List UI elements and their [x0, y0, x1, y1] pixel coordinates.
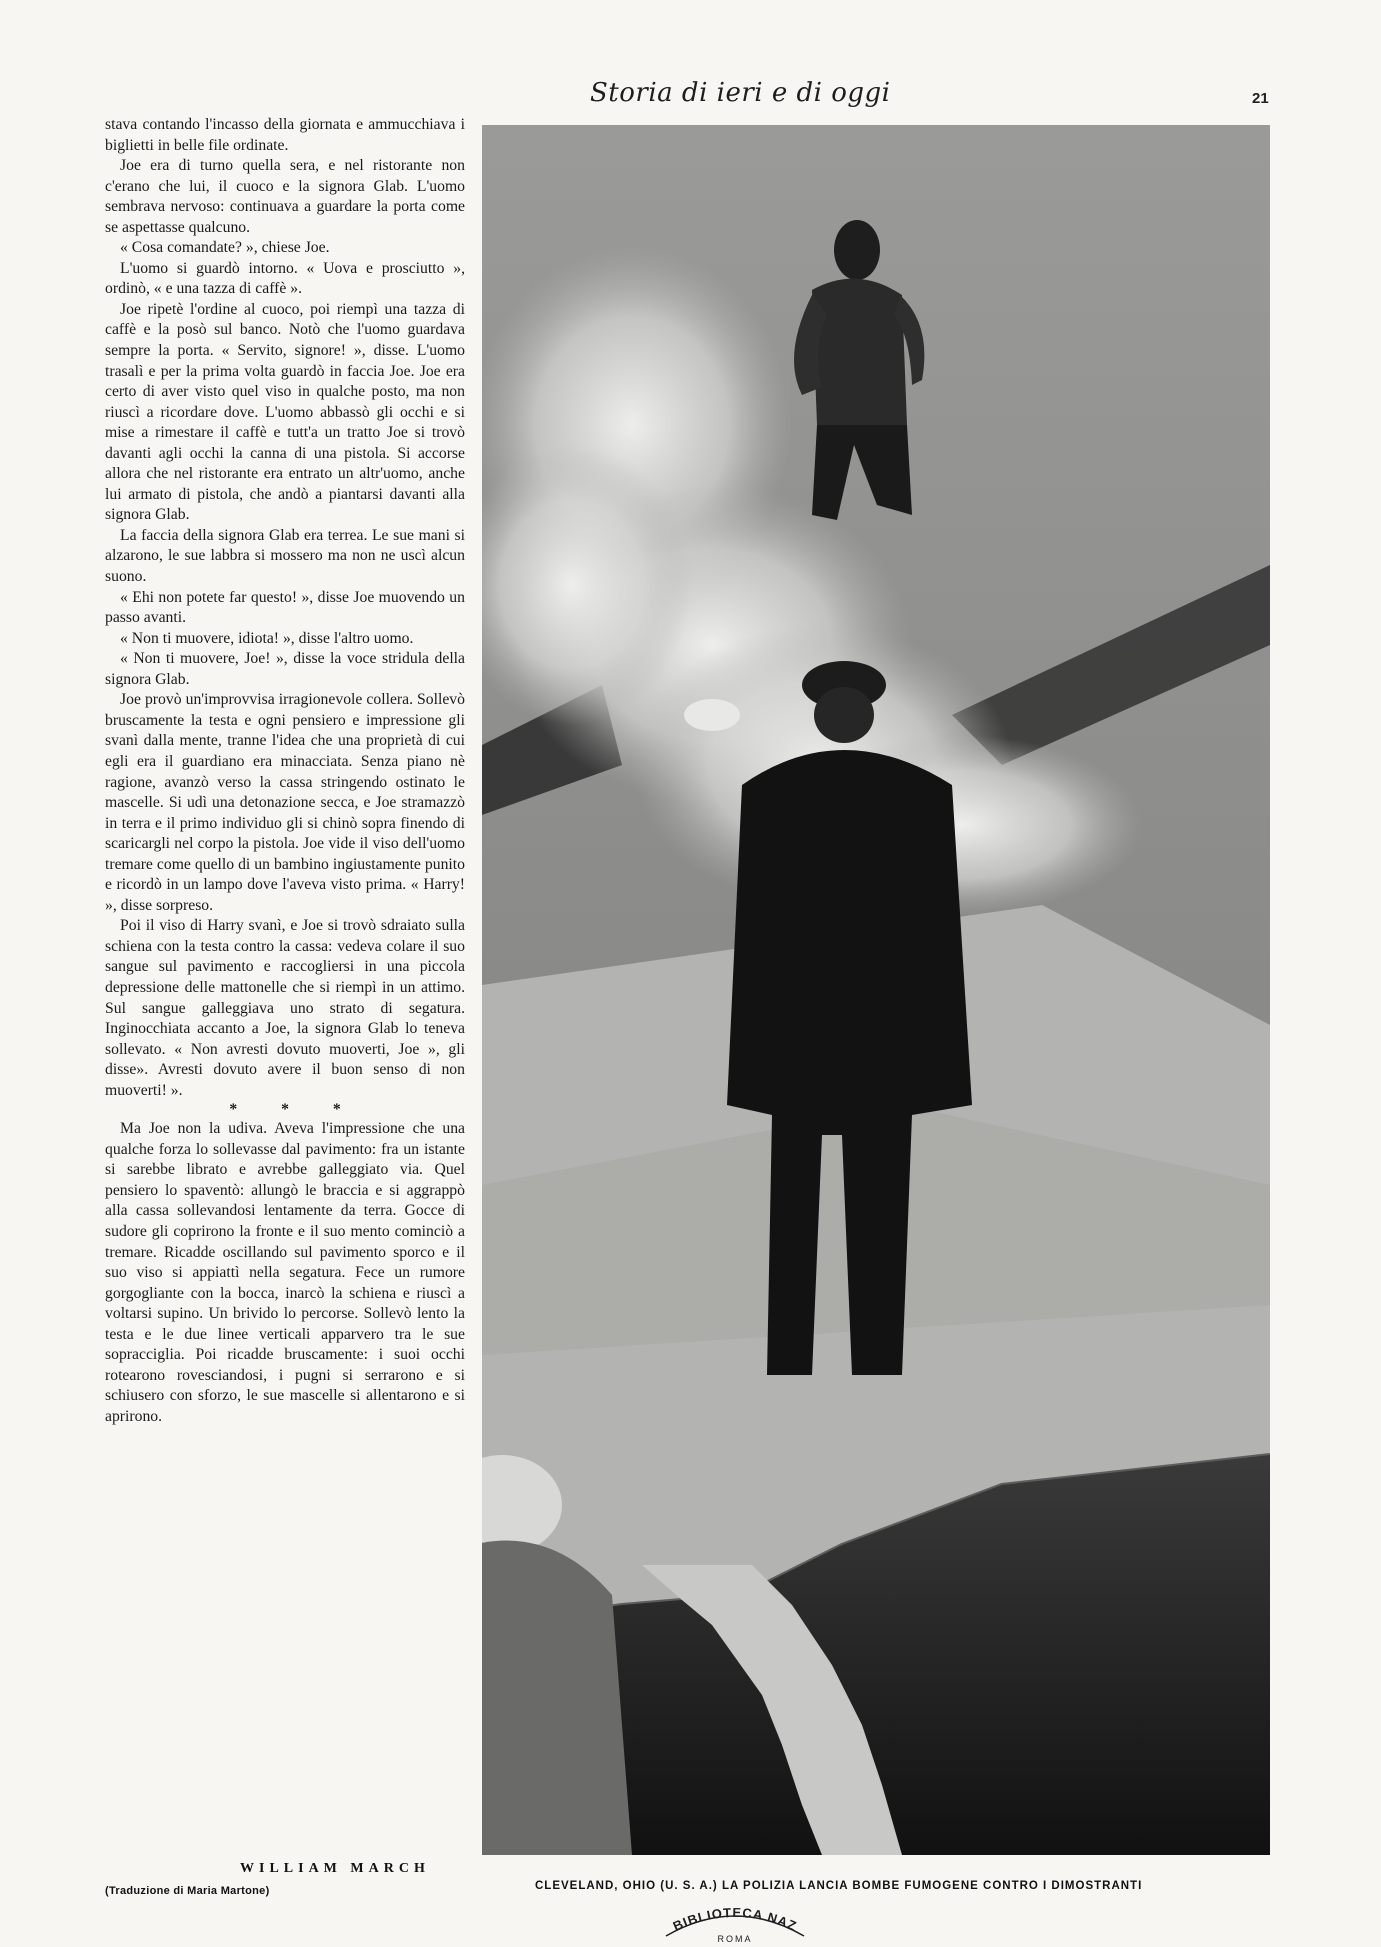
section-separator: * * *	[229, 1101, 341, 1119]
author-signature: WILLIAM MARCH	[240, 1861, 430, 1876]
article-paragraph: « Ehi non potete far questo! », disse Joe muovendo un passo avanti.	[105, 588, 465, 627]
svg-text:BIBLIOTECA NAZ	[671, 1905, 800, 1934]
article-paragraph: L'uomo si guardò intorno. « Uova e prosciutto », ordinò, « e una tazza di caffè ».	[105, 259, 465, 298]
article-paragraph: Joe provò un'improvvisa irragionevole collera. Sollevò bruscamente la testa e ogni pensiero e impressione gli svanì dalla mente, tranne l'idea che una proprietà di cui egli era il guardiano era minacciata. Senza piano nè ragione, avanzò verso la cassa stringendo ostinato le mascelle. Si udì una detonazione secca, e Joe stramazzò in terra e il primo individuo gli si chinò sopra finendo di scaricargli nel corpo la pistola. Joe vide il viso dell'uomo tremare come quello di un bambino ingiustamente punito e ricordò in un lampo dove l'aveva visto prima. « Harry! », disse sorpreso.	[105, 691, 465, 914]
stamp-line2: ROMA	[717, 1934, 753, 1944]
article-paragraph: « Cosa comandate? », chiese Joe.	[120, 239, 330, 257]
article-paragraph: La faccia della signora Glab era terrea. Le sue mani si alzarono, le sue labbra si mossero ma non ne uscì alcun suono.	[105, 526, 465, 586]
article-paragraph: Joe era di turno quella sera, e nel ristorante non c'erano che lui, il cuoco e la signora Glab. L'uomo sembrava nervoso: continuava a guardare la porta come se aspettasse qualcuno.	[105, 157, 465, 236]
news-photograph	[482, 125, 1270, 1855]
article-paragraph: stava contando l'incasso della giornata e ammucchiava i biglietti in belle file ordinate.	[105, 116, 465, 154]
article-paragraph: Ma Joe non la udiva. Aveva l'impressione che una qualche forza lo sollevasse dal pavimento: fra un istante si sarebbe librato e avrebbe galleggiato via. Quel pensiero lo spaventò: allungò le braccia e si aggrappò alla cassa sollevandosi lentamente da terra. Gocce di sudore gli coprirono la fronte e il suo mento cominciò a tremare. Ricadde oscillando sul pavimento sporco e il suo viso si appiattì nella segatura. Fece un rumore gorgogliante con la bocca, inarcò la schiena e riuscì a voltarsi supino. Un brivido lo percorse. Sollevò lento la testa e le due linee verticali apparvero tra le sue sopracciglia. Poi ricadde bruscamente: i suoi occhi rotearono rovesciandosi, i pugni si serrarono e si schiusero con sforzo, le sue mascelle si allentarono e si aprirono.	[105, 1120, 465, 1425]
stamp-line1: BIBLIOTECA NAZ	[670, 1904, 800, 1934]
page-number: 21	[1252, 90, 1269, 107]
library-stamp	[660, 1902, 810, 1944]
article-column	[105, 115, 465, 1427]
photo-caption: CLEVELAND, OHIO (U. S. A.) LA POLIZIA LANCIA BOMBE FUMOGENE CONTRO I DIMOSTRANTI	[535, 1880, 1143, 1892]
masthead-title: Storia di ieri e di oggi	[590, 78, 891, 108]
article-paragraph: Poi il viso di Harry svanì, e Joe si trovò sdraiato sulla schiena con la testa contro la cassa: vedeva colare il suo sangue sul pavimento e raccogliersi in una piccola depressione delle mattonelle che si riempì in un attimo. Sul sangue galleggiava uno strato di segatura. Inginocchiata accanto a Joe, la signora Glab lo teneva sollevato. « Non avresti dovuto muoverti, Joe », gli disse». Avresti dovuto avere il buon senso di non muoverti! ».	[105, 917, 465, 1099]
article-paragraph: « Non ti muovere, idiota! », disse l'altro uomo.	[120, 629, 414, 647]
article-paragraph: Joe ripetè l'ordine al cuoco, poi riempì una tazza di caffè e la posò sul banco. Notò che l'uomo guardava sempre la porta. « Servito, signore! », disse. L'uomo trasalì e per la prima volta guardò in faccia Joe. Joe era certo di aver visto quel viso in qualche posto, ma non riuscì a ricordare dove. L'uomo abbassò gli occhi e si mise a rimestare il caffè e tutt'a un tratto Joe si trovò davanti agli occhi la canna di una pistola. Si accorse allora che nel ristorante era entrato un altr'uomo, anche lui armato di pistola, che andò a piantarsi davanti alla signora Glab.	[105, 300, 465, 524]
article-paragraph: « Non ti muovere, Joe! », disse la voce stridula della signora Glab.	[105, 650, 465, 688]
photograph-illustration	[482, 125, 1270, 1855]
translation-credit: (Traduzione di Maria Martone)	[105, 1885, 270, 1897]
